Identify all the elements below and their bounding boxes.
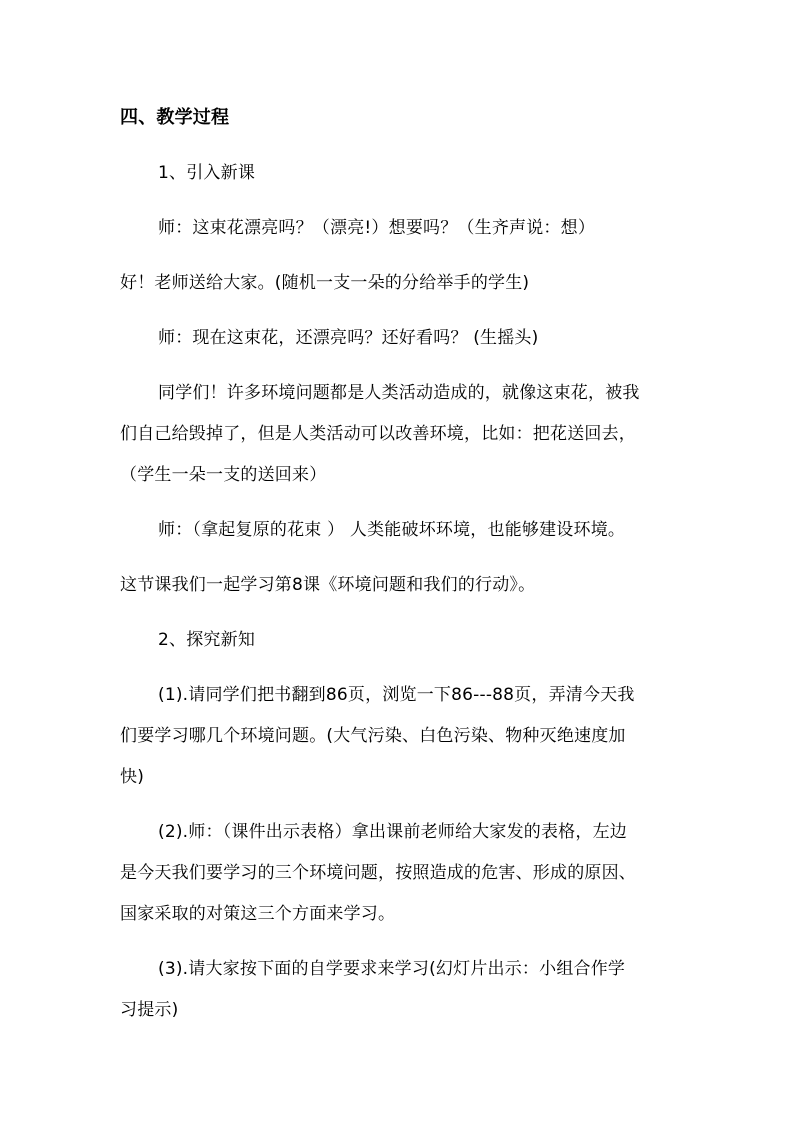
subsection-title-explore: 2、探究新知 bbox=[158, 630, 256, 650]
paragraph-line: 好！老师送给大家。(随机一支一朵的分给举手的学生) bbox=[120, 273, 530, 293]
paragraph-line: (2).师：（课件出示表格）拿出课前老师给大家发的表格，左边 bbox=[158, 822, 627, 842]
paragraph-line: 习提示) bbox=[120, 1000, 179, 1020]
subsection-title-intro: 1、引入新课 bbox=[158, 163, 256, 183]
paragraph-line: 们自己给毁掉了，但是人类活动可以改善环境，比如：把花送回去， bbox=[120, 424, 636, 444]
section-heading: 四、教学过程 bbox=[120, 107, 230, 128]
paragraph-line: (1).请同学们把书翻到86页，浏览一下86---88页，弄清今天我 bbox=[158, 685, 635, 705]
paragraph-line: 国家采取的对策这三个方面来学习。 bbox=[120, 904, 396, 924]
paragraph-line: 同学们！许多环境问题都是人类活动造成的，就像这束花，被我 bbox=[158, 383, 640, 403]
paragraph-line: 是今天我们要学习的三个环境问题，按照造成的危害、形成的原因、 bbox=[120, 863, 636, 883]
paragraph-line: 快) bbox=[120, 767, 145, 787]
paragraph-line: (3).请大家按下面的自学要求来学习(幻灯片出示：小组合作学 bbox=[158, 959, 626, 979]
paragraph-line: 师：现在这束花，还漂亮吗？还好看吗？ (生摇头) bbox=[158, 328, 539, 348]
paragraph-line: 这节课我们一起学习第8课《环境问题和我们的行动》。 bbox=[120, 575, 536, 595]
paragraph-line: 师：这束花漂亮吗？（漂亮!）想要吗？（生齐声说：想） bbox=[158, 218, 596, 238]
paragraph-line: （学生一朵一支的送回来） bbox=[120, 465, 327, 485]
paragraph-line: 师：（拿起复原的花束 ） 人类能破坏环境，也能够建设环境。 bbox=[158, 520, 626, 540]
paragraph-line: 们要学习哪几个环境问题。(大气污染、白色污染、物种灭绝速度加 bbox=[120, 726, 626, 746]
